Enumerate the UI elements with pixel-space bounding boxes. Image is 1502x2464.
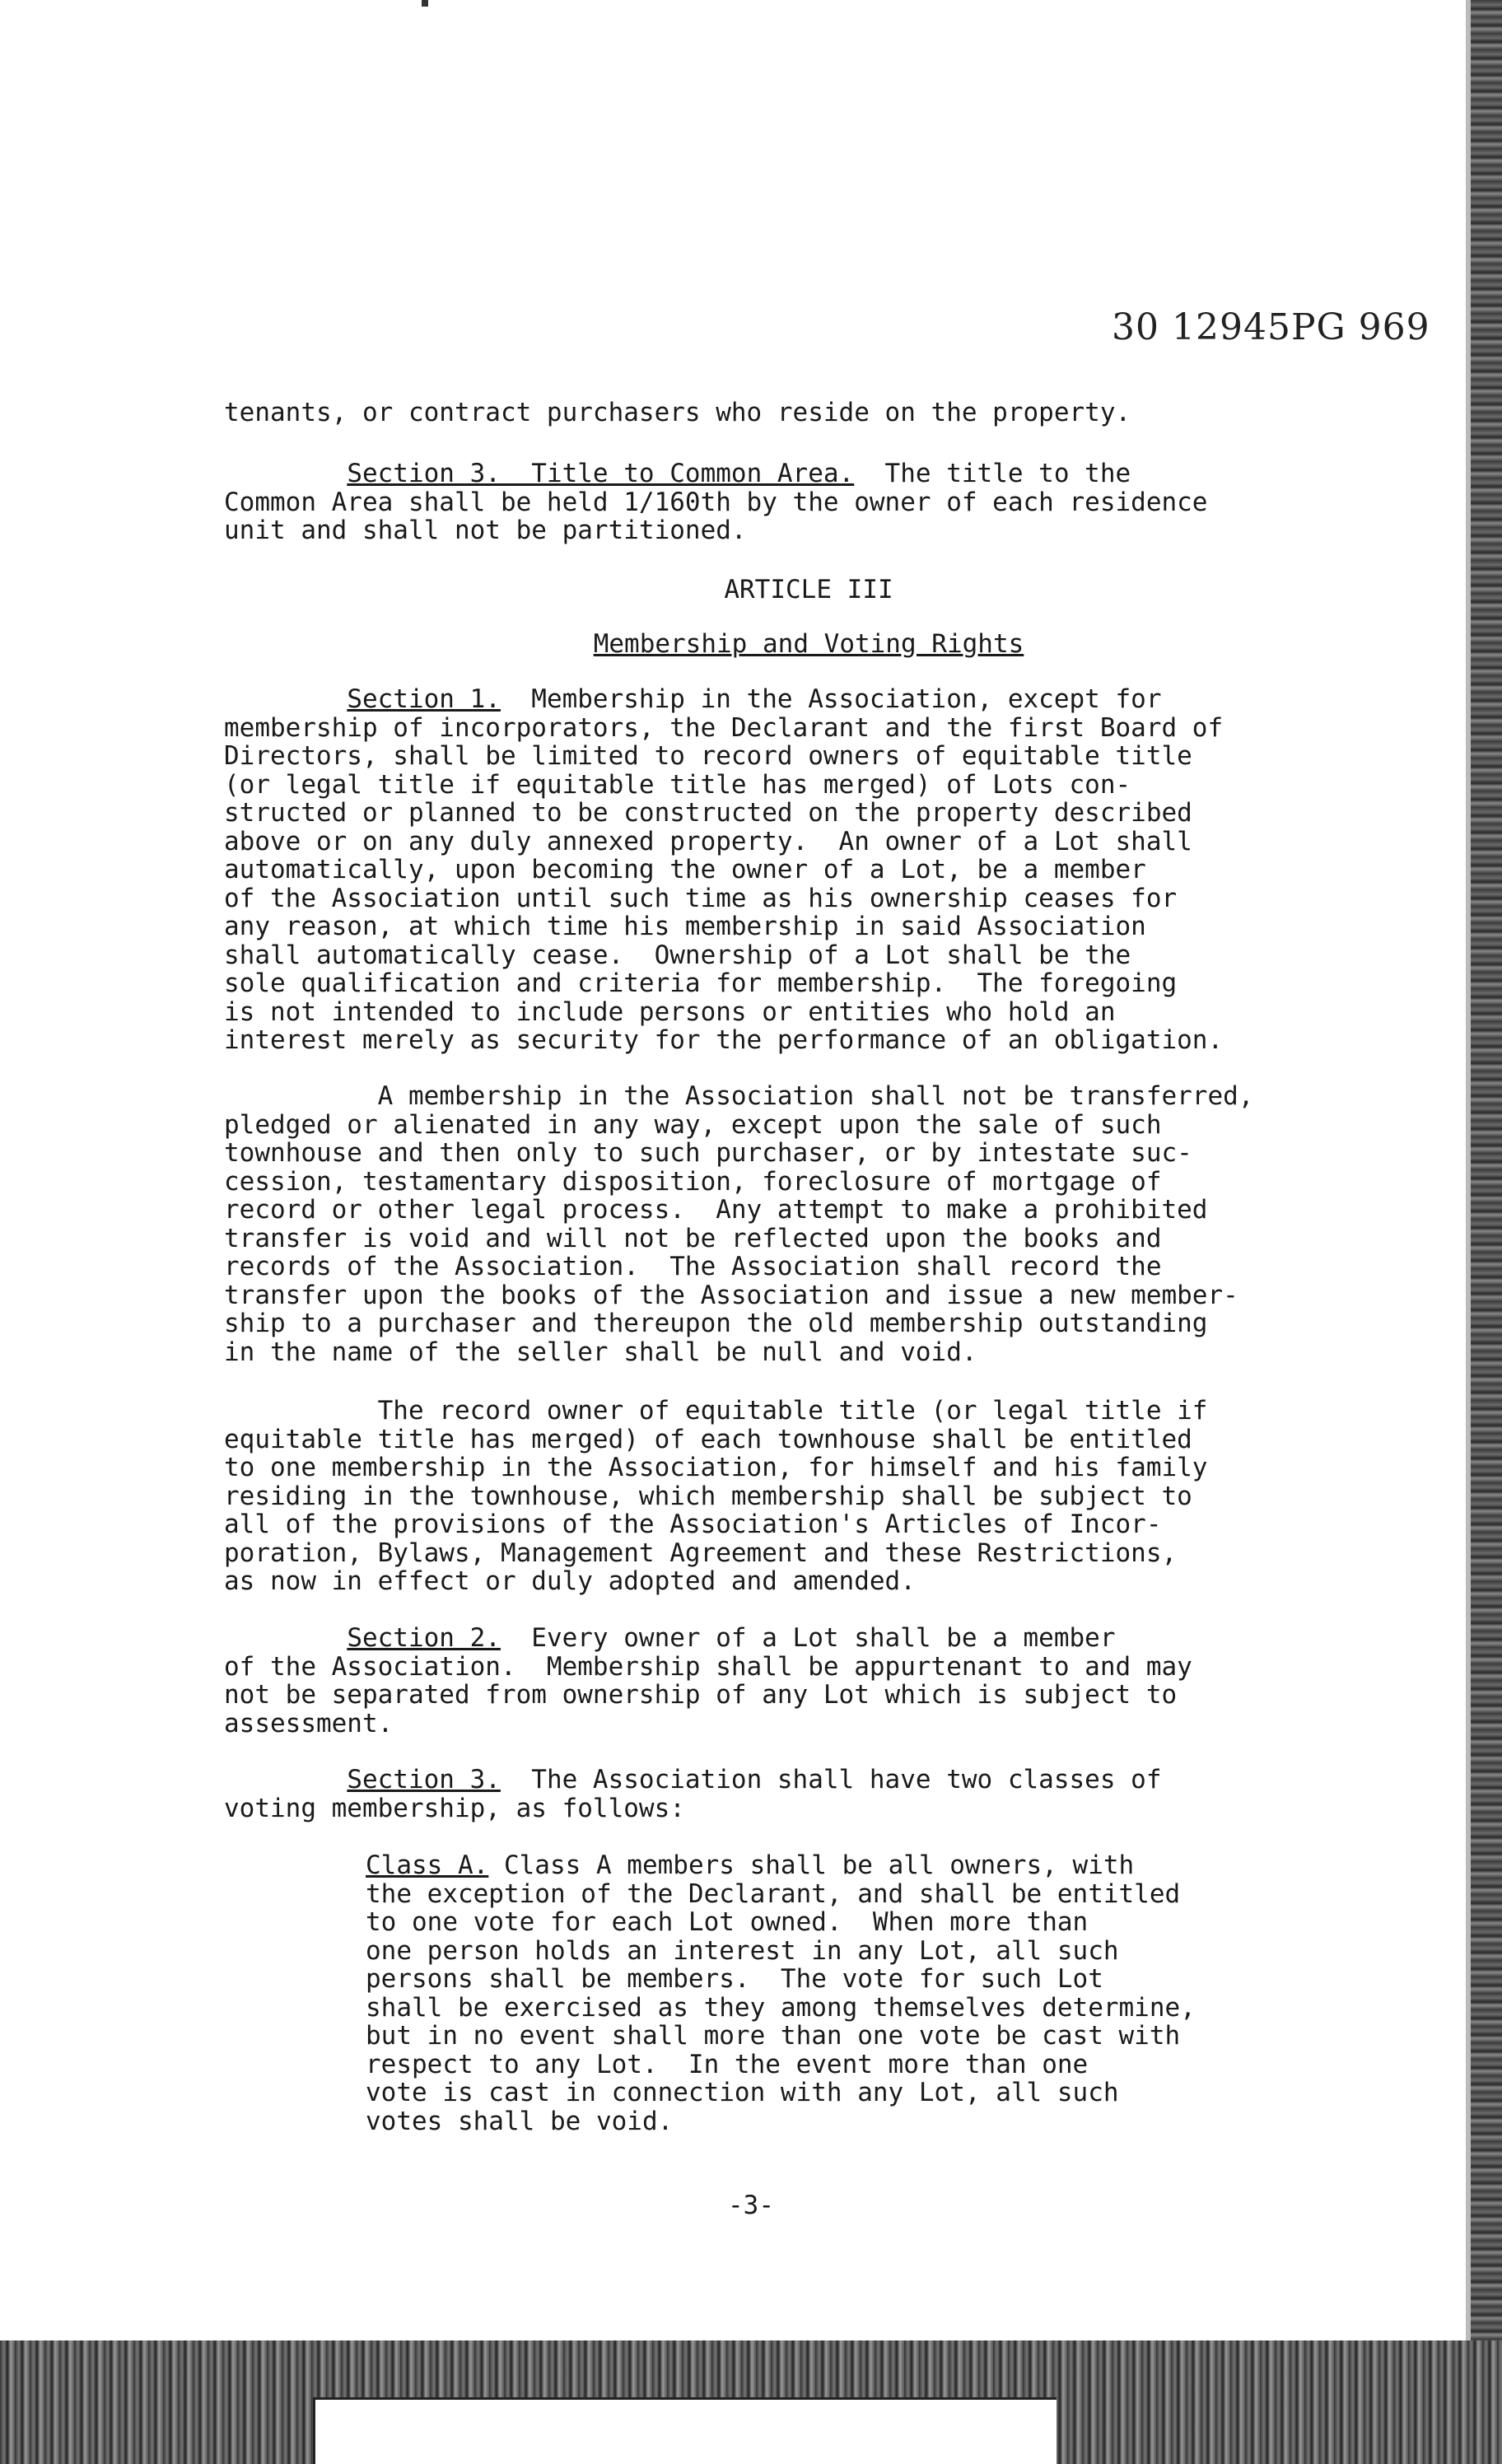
paragraph-text: Membership in the Association, except for bbox=[500, 684, 1162, 714]
section-heading: Section 2. bbox=[347, 1623, 501, 1653]
paragraph-text: membership of incorporators, the Declarant and the first Board of Directors, shall be limited to record owners of equitable title (or legal title if equitable title has merged) of Lots con- structed or planned to be constructed on the property described above or on any duly annexed property. An owner of a Lot shall automatically, upon becoming the owner of a Lot, be a member of the Association until such time as his ownership ceases for any reason, at which time his membership in said Association shall automatically cease. Ownership of a Lot shall be the sole qualification and criteria for membership. The foregoing is not intended to include persons or entities who hold an interest merely as security for the performance of an obligation. bbox=[224, 712, 1224, 1055]
section-1-membership bbox=[224, 685, 1393, 1055]
article-title bbox=[224, 629, 1393, 659]
class-a-membership bbox=[366, 1851, 1387, 2135]
paragraph-text: the exception of the Declarant, and shall be entitled to one vote for each Lot owned. When more than one person holds an interest in any Lot, all such persons shall be members. The vote for such Lot shall be exercised as they among themselves determine, but in no event shall more than one vote be cast with respect to any Lot. In the event more than one vote is cast in connection with any Lot, all such votes shall be void. bbox=[366, 1878, 1196, 2136]
paragraph-text: The title to the bbox=[854, 459, 1131, 488]
section-3-voting-classes bbox=[224, 1766, 1393, 1822]
class-heading: Class A. bbox=[366, 1850, 489, 1880]
section-3-title-common-area bbox=[224, 460, 1393, 545]
scan-artifact-mark bbox=[422, 0, 428, 7]
recording-stamp: 30 12945PG 969 bbox=[1112, 306, 1430, 348]
paragraph-text: The Association shall have two classes of bbox=[500, 1765, 1162, 1794]
paragraph-text: unit and shall not be partitioned. bbox=[224, 516, 747, 545]
section-heading: Section 1. bbox=[347, 684, 501, 714]
paragraph-text: of the Association. Membership shall be appurtenant to and may not be separated from ownership of any Lot which is subject to assessment. bbox=[224, 1651, 1192, 1738]
article-heading: ARTICLE III bbox=[724, 575, 893, 604]
paragraph-continuation: tenants, or contract purchasers who reside on the property. bbox=[224, 398, 1131, 427]
paragraph-text: Class A members shall be all owners, with bbox=[488, 1850, 1135, 1880]
article-title-text: Membership and Voting Rights bbox=[593, 629, 1024, 659]
paragraph-text: Common Area shall be held 1/160th by the owner of each residence bbox=[224, 487, 1208, 517]
paragraph-text: voting membership, as follows: bbox=[224, 1793, 685, 1823]
scan-bottom-tab bbox=[313, 2397, 1057, 2464]
section-heading: Section 3. Title to Common Area. bbox=[347, 459, 855, 488]
paragraph-transfer: A membership in the Association shall not be transferred, pledged or alienated in any way, except upon the sale of such townhouse and then only to such purchaser, or by intestate suc- cession, testamentary disposition, foreclosure of mortgage of record or other legal process. Any attempt to make a prohibited transfer is void and will not be reflected upon the books and records of the Association. The Association shall record the transfer upon the books of the Association and issue a new member- ship to a purchaser and thereupon the old membership outstanding in the name of the seller shall be null and void. bbox=[224, 1081, 1254, 1367]
scan-edge-right bbox=[1471, 0, 1502, 2464]
section-heading: Section 3. bbox=[347, 1765, 501, 1794]
paragraph-text: Every owner of a Lot shall be a member bbox=[500, 1623, 1116, 1653]
page-number: -3- bbox=[728, 2191, 774, 2220]
paragraph-record-owner: The record owner of equitable title (or legal title if equitable title has merged) of each townhouse shall be entitled to one membership in the Association, for himself and his family residing in the townhouse, which membership shall be subject to all of the provisions of the Association's Articles of Incor- poration, Bylaws, Management Agreement and these Restrictions, as now in effect or duly adopted and amended. bbox=[224, 1396, 1208, 1596]
section-2-owner-member bbox=[224, 1624, 1393, 1738]
